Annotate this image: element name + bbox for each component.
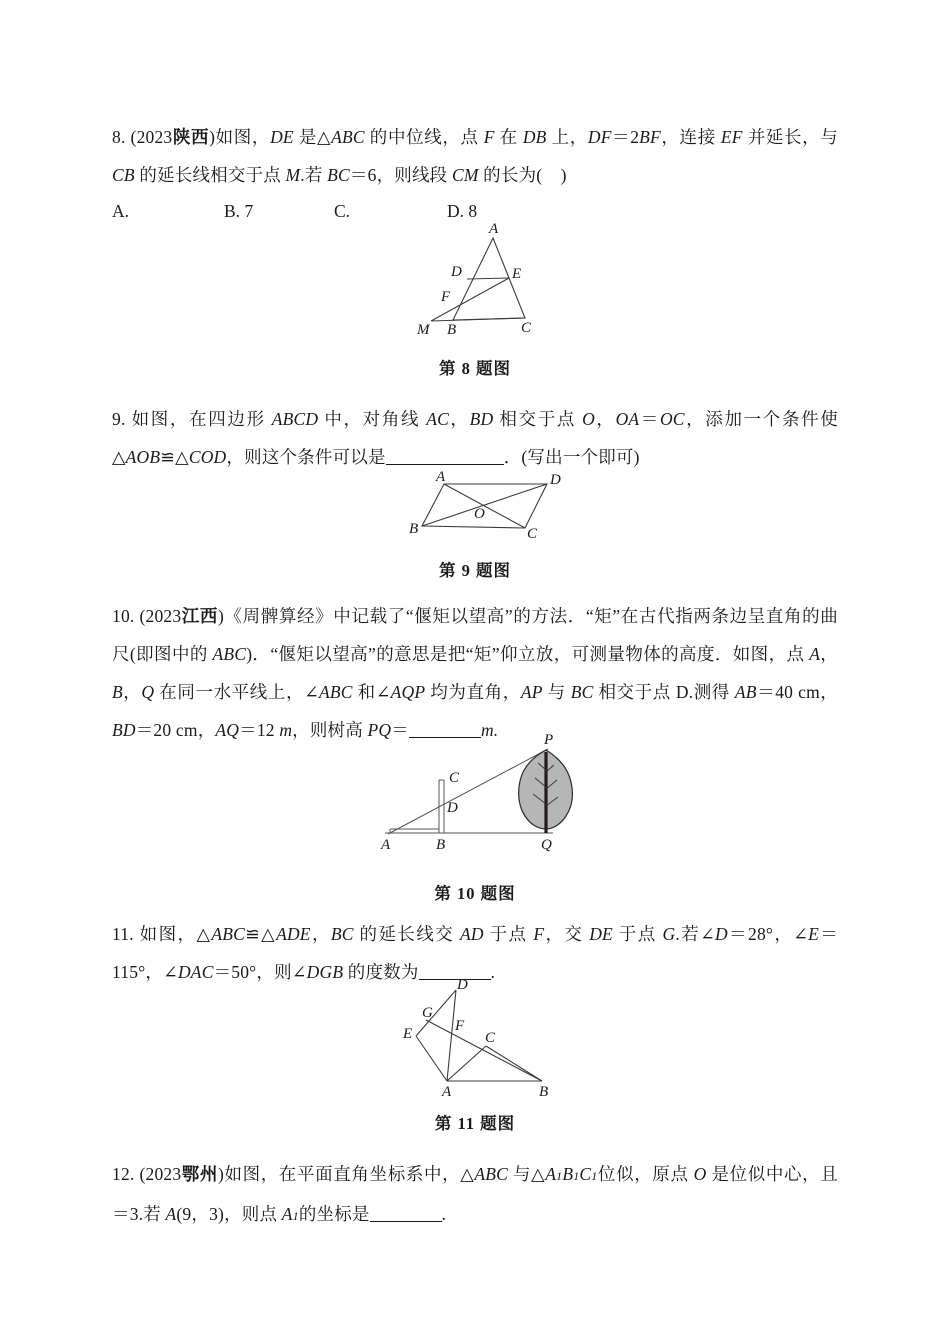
question-8-text: 8. (2023陕西)如图，DE 是△ABC 的中位线，点 F 在 DB 上，DF＝2BF，连接 EF 并延长，与 CB 的延长线相交于点 M.若 BC＝6，则线段 CM 的长为( )	[112, 127, 838, 185]
q8-seg-de: DE	[270, 127, 294, 147]
q11-ad: AD	[460, 924, 484, 944]
fig9-label-A: A	[436, 469, 446, 485]
fig11-label-D: D	[457, 977, 468, 993]
q8-rel-df: DF	[587, 127, 612, 147]
q9-tri-cod: COD	[188, 447, 227, 467]
option-d-value: 8	[468, 201, 478, 221]
fig10-label-P: P	[544, 732, 554, 748]
q10-ang-aqp: AQP	[390, 682, 426, 702]
q9-pt-o: O	[582, 409, 595, 429]
q10-lead: )	[218, 606, 225, 626]
q12-lead: )如图，	[218, 1164, 279, 1184]
fig11-label-G: G	[422, 1005, 433, 1021]
fig8-label-B: B	[447, 322, 457, 338]
figure-10-caption: 第 10 题图	[434, 884, 516, 903]
q11-de: DE	[589, 924, 613, 944]
q10-bc: BC	[570, 682, 594, 702]
q11-ang-dgb: DGB	[306, 962, 344, 982]
fig8-label-D: D	[451, 264, 462, 280]
q10-ang-abc: ABC	[319, 682, 353, 702]
q10-pt-b: B	[112, 682, 123, 702]
figure-10	[325, 732, 615, 880]
q12-point-a: A	[165, 1204, 177, 1224]
fig8-label-C: C	[521, 320, 532, 336]
q9-diag-bd: BD	[469, 409, 494, 429]
q8-seg-db: DB	[522, 127, 547, 147]
figure-9	[408, 468, 568, 540]
q12-point-a1: A	[281, 1204, 293, 1224]
q11-pt-g: G	[662, 924, 676, 944]
fig9-label-B: B	[409, 521, 419, 537]
q8-seg-cm: CM	[451, 165, 479, 185]
q10-abc: ABC	[212, 644, 247, 664]
fig11-label-A: A	[442, 1084, 452, 1100]
q12-tri-a1b1c1: A	[545, 1164, 557, 1184]
q10-pt-a: A	[809, 644, 821, 664]
q10-ap: AP	[520, 682, 543, 702]
fig8-label-A: A	[489, 221, 499, 237]
q11-tri-abc: ABC	[211, 924, 246, 944]
q8-tri-abc: ABC	[331, 127, 365, 147]
fig9-label-C: C	[527, 526, 538, 542]
question-9-text: 9. 如图，在四边形 ABCD 中，对角线 AC，BD 相交于点 O，OA＝OC，添加一个条件使△AOB≌△COD，则这个条件可以是 ．(写出一个即可)	[112, 409, 839, 467]
q8-seg-bc: BC	[327, 165, 350, 185]
fig11-label-B: B	[539, 1084, 549, 1100]
figure-11	[400, 977, 565, 1100]
q9-tri-aob: AOB	[125, 447, 161, 467]
option-a[interactable]	[112, 196, 224, 226]
q9-answer-blank[interactable]	[386, 464, 504, 465]
q9-quad: ABCD	[271, 409, 319, 429]
option-c-label: C.	[334, 201, 351, 221]
q12-number: 12. (2023	[112, 1164, 182, 1184]
q12-tri-abc: ABC	[474, 1164, 508, 1184]
q12-answer-blank[interactable]	[370, 1221, 442, 1222]
fig10-label-A: A	[381, 837, 391, 853]
q10-number: 10. (2023	[112, 606, 182, 626]
fig11-label-C: C	[485, 1030, 496, 1046]
option-b-label: B.	[224, 201, 241, 221]
q10-pt-q: Q	[141, 682, 155, 702]
figure-11-caption: 第 11 题图	[434, 1114, 516, 1133]
q10-source: 江西	[181, 606, 219, 626]
q8-pt-m: M	[285, 165, 301, 185]
q11-tri-ade: ADE	[276, 924, 311, 944]
q9-oc: OC	[659, 409, 685, 429]
q9-diag-ac: AC	[426, 409, 449, 429]
fig8-label-F: F	[441, 289, 451, 305]
q10-meas-ab: AB	[734, 682, 757, 702]
fig8-label-E: E	[512, 266, 522, 282]
fig11-label-F: F	[455, 1018, 465, 1034]
q8-pt-f: F	[483, 127, 495, 147]
question-11-text: 11. 如图，△ABC≌△ADE，BC 的延长线交 AD 于点 F，交 DE 于点 G.若∠D＝28°，∠E＝115°，∠DAC＝50°，则∠DGB 的度数为 .	[112, 924, 838, 982]
fig10-label-D: D	[447, 800, 458, 816]
figure-8	[405, 222, 565, 337]
q9-oa: OA	[615, 409, 640, 429]
question-12-text: 12. (2023鄂州)如图，在平面直角坐标系中，△ABC 与△A1B1C1位似，原点 O 是位似中心，且＝3.若 A(9，3)，则点 A1的坐标是 .	[112, 1164, 838, 1224]
q11-bc: BC	[330, 924, 354, 944]
q12-source: 鄂州	[181, 1164, 219, 1184]
q8-source: 陕西	[172, 127, 210, 147]
fig8-label-M: M	[417, 322, 430, 338]
option-b-value: 7	[244, 201, 254, 221]
q10-meas-aq: AQ	[215, 720, 240, 740]
q8-lead: )如图，	[209, 127, 271, 147]
fig9-label-D: D	[550, 472, 561, 488]
figure-9-caption: 第 9 题图	[439, 561, 511, 580]
q8-number: 8. (2023	[112, 127, 173, 147]
fig11-label-E: E	[403, 1026, 413, 1042]
q10-meas-bd: BD	[112, 720, 136, 740]
fig10-label-Q: Q	[541, 837, 552, 853]
fig10-label-C: C	[449, 770, 460, 786]
figure-8-caption: 第 8 题图	[439, 359, 511, 378]
option-a-label: A.	[112, 201, 130, 221]
q8-rel-bf: BF	[639, 127, 661, 147]
q11-pt-f: F	[533, 924, 545, 944]
fig10-label-B: B	[436, 837, 446, 853]
q8-seg-cb: CB	[112, 165, 135, 185]
option-d-label: D.	[447, 201, 465, 221]
question-10-text: 10. (2023江西)《周髀算经》中记载了“偃矩以望高”的方法．“矩”在古代指两条边呈直角的曲尺(即图中的 ABC)．“偃矩以望高”的意思是把“矩”仰立放，可测量物体的高度．如图，点 A，B，Q 在同一水平线上，∠ABC 和∠AQP 均为直角，AP 与 BC 相交于点 D.测得 AB＝40 cm，BD＝20 cm，AQ＝12 m，则树高 PQ＝ m.	[112, 606, 839, 740]
q8-seg-ef: EF	[720, 127, 743, 147]
option-b[interactable]	[224, 196, 334, 226]
fig9-label-O: O	[474, 506, 485, 522]
q10-pq: PQ	[367, 720, 392, 740]
q12-origin: O	[693, 1164, 707, 1184]
